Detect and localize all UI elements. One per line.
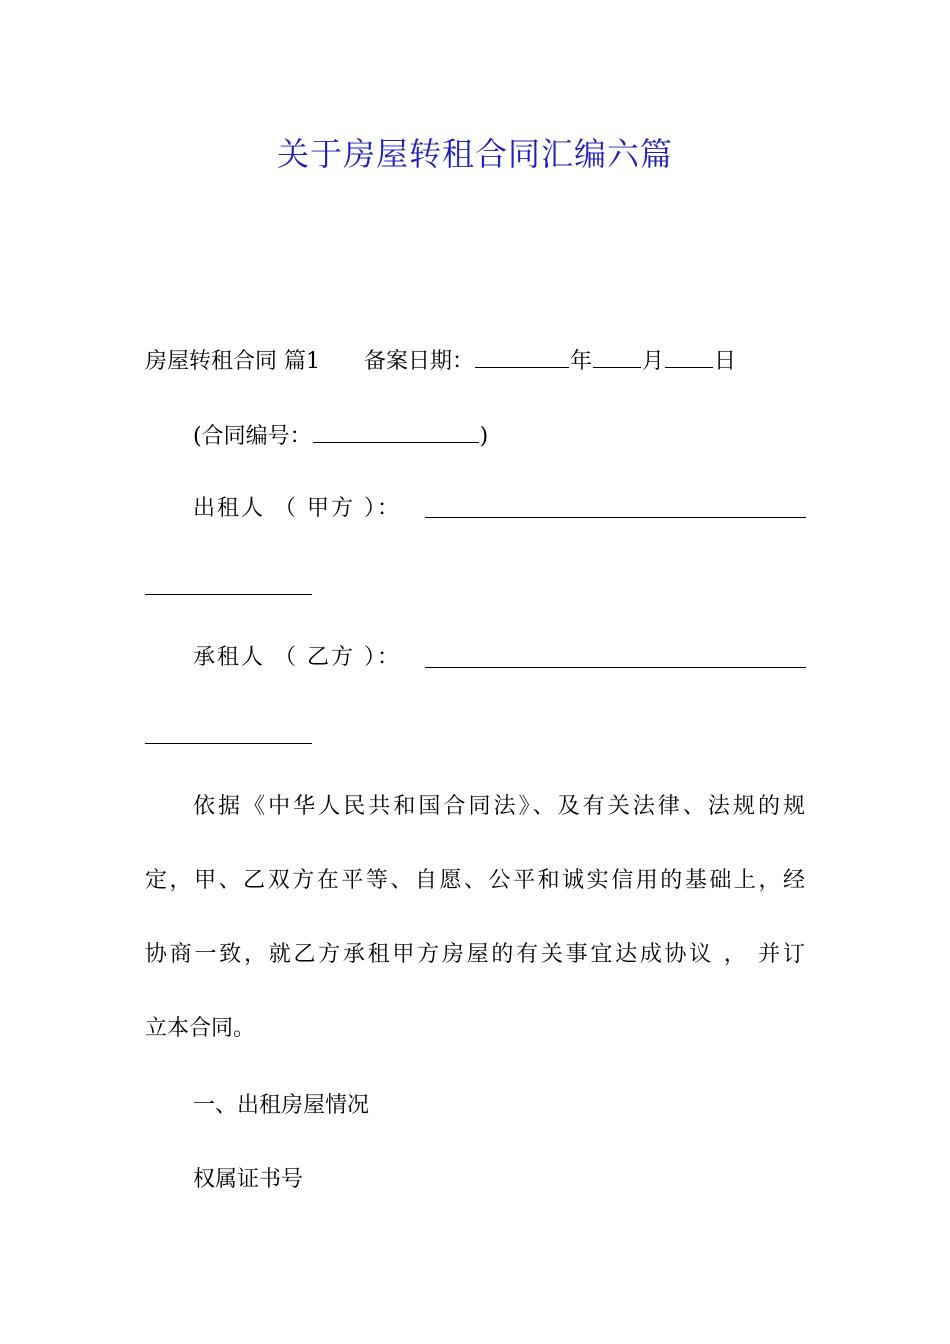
- contract-number-line: [193, 420, 488, 452]
- lessor-line: [193, 494, 401, 524]
- day-suffix: 日: [714, 349, 737, 374]
- lessee-line: [193, 643, 401, 673]
- lessee-blank-continued: [145, 743, 312, 744]
- year-suffix: 年: [570, 349, 593, 374]
- section-heading: 一、出租房屋情况: [193, 1093, 370, 1118]
- lessor-label: 出租人 （ 甲方 ）：: [193, 496, 401, 521]
- lessor-blank: [425, 517, 806, 518]
- filing-date-line: [145, 345, 736, 377]
- document-title: 关于房屋转租合同汇编六篇: [276, 135, 673, 173]
- contract-number-close: ): [479, 424, 489, 449]
- lessee-blank: [425, 667, 806, 668]
- preamble-line: 依据《中华人民共和国合同法》、及有关法律、法规的规: [193, 794, 805, 819]
- month-blank: [593, 345, 641, 368]
- lessor-blank-continued: [145, 594, 312, 595]
- contract-number-open: (合同编号：: [193, 424, 312, 449]
- contract-number-blank: [313, 420, 479, 443]
- contract-part-label: 房屋转租合同 篇1: [145, 349, 320, 374]
- month-suffix: 月: [642, 349, 665, 374]
- day-blank: [665, 345, 713, 368]
- lessee-label: 承租人 （ 乙方 ）：: [193, 645, 401, 670]
- ownership-cert-label: 权属证书号: [193, 1167, 304, 1192]
- filing-date-label: 备案日期：: [364, 349, 475, 374]
- preamble-line: 协商一致，就乙方承租甲方房屋的有关事宜达成协议 ， 并订: [145, 942, 805, 967]
- preamble-line: 立本合同。: [145, 1016, 256, 1041]
- year-blank: [475, 345, 569, 368]
- preamble-line: 定，甲、乙双方在平等、自愿、公平和诚实信用的基础上，经: [145, 868, 805, 893]
